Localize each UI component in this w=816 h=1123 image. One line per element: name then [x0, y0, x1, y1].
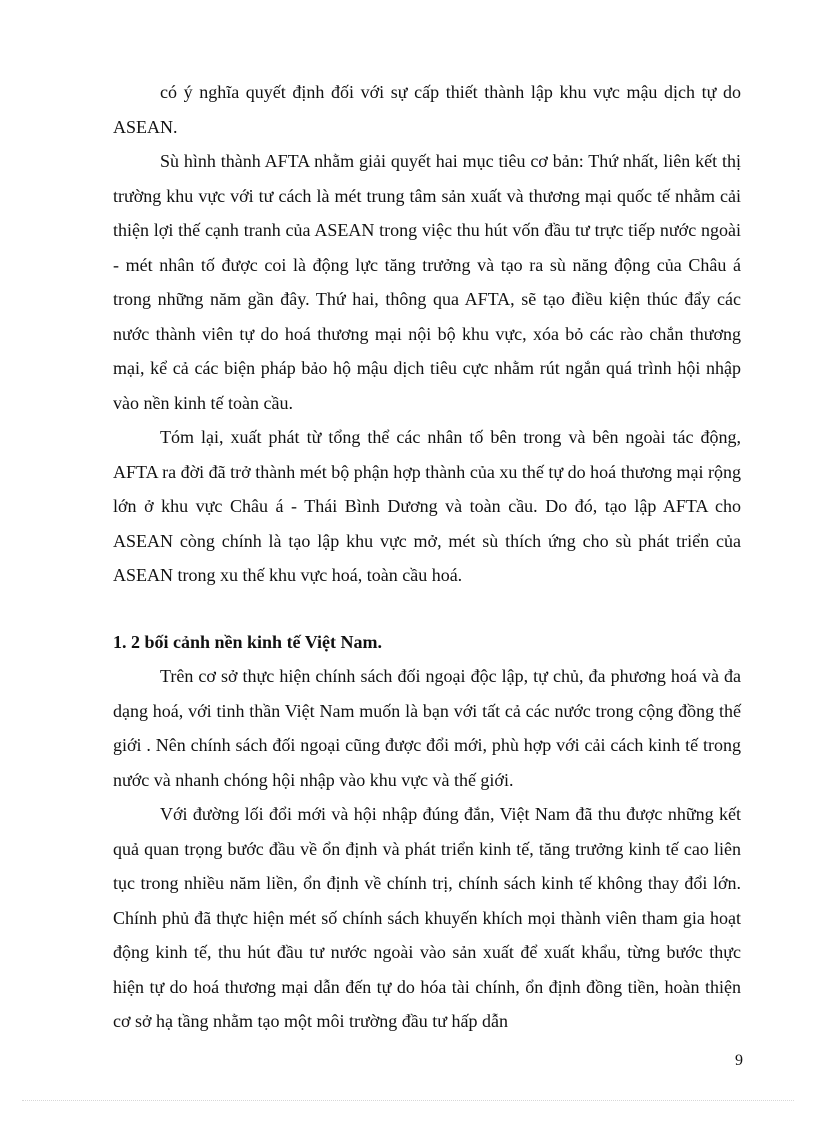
page-bottom-divider [22, 1100, 794, 1101]
paragraph-economic-results: Với đường lối đổi mới và hội nhập đúng đắn, Việt Nam đã thu được những kết quả quan trọng bước đầu về ổn định và phát triển kinh tế, tăng trưởng kinh tế cao liên tục trong nhiều năm liền, ổn định về chính trị, chính sách kinh tế không thay đổi lớn. Chính phủ đã thực hiện mét số chính sách khuyến khích mọi thành viên tham gia hoạt động kinh tế, thu hút đầu tư nước ngoài vào sản xuất để xuất khẩu, từng bước thực hiện tự do hoá thương mại dẫn đến tự do hóa tài chính, ổn định đồng tiền, hoàn thiện cơ sở hạ tầng nhằm tạo một môi trường đầu tư hấp dẫn [113, 804, 741, 1031]
body-text-top [113, 75, 741, 593]
section-heading: 1. 2 bối cảnh nền kinh tế Việt Nam. [113, 632, 383, 652]
page-number: 9 [735, 1052, 743, 1069]
paragraph-afta-objectives: Sù hình thành AFTA nhằm giải quyết hai mục tiêu cơ bản: Thứ nhất, liên kết thị trường khu vực với tư cách là mét trung tâm sản xuất và thương mại quốc tế nhằm cải thiện lợi thế cạnh tranh của ASEAN trong việc thu hút vốn đầu tư trực tiếp nước ngoài - mét nhân tố được coi là động lực tăng trưởng và tạo ra sù năng động của Châu á trong những năm gần đây. Thứ hai, thông qua AFTA, sẽ tạo điều kiện thúc đẩy các nước thành viên tự do hoá thương mại nội bộ khu vực, xóa bỏ các rào chắn thương mại, kể cả các biện pháp bảo hộ mậu dịch tiêu cực nhằm rút ngắn quá trình hội nhập vào nền kinh tế toàn cầu. [113, 151, 741, 413]
paragraph-foreign-policy: Trên cơ sở thực hiện chính sách đối ngoại độc lập, tự chủ, đa phương hoá và đa dạng hoá, với tinh thần Việt Nam muốn là bạn với tất cả các nước trong cộng đồng thế giới . Nên chính sách đối ngoại cũng được đổi mới, phù hợp với cải cách kinh tế trong nước và nhanh chóng hội nhập vào khu vực và thế giới. [113, 666, 741, 790]
continuation-paragraph: có ý nghĩa quyết định đối với sự cấp thiết thành lập khu vực mậu dịch tự do ASEAN. [113, 82, 741, 137]
body-text-bottom [113, 659, 741, 1039]
paragraph-summary: Tóm lại, xuất phát từ tổng thể các nhân tố bên trong và bên ngoài tác động, AFTA ra đời đã trở thành mét bộ phận hợp thành của xu thế tự do hoá thương mại rộng lớn ở khu vực Châu á - Thái Bình Dương và toàn cầu. Do đó, tạo lập AFTA cho ASEAN còng chính là tạo lập khu vực mở, mét sù thích ứng cho sù phát triển của ASEAN trong xu thế khu vực hoá, toàn cầu hoá. [113, 427, 741, 585]
